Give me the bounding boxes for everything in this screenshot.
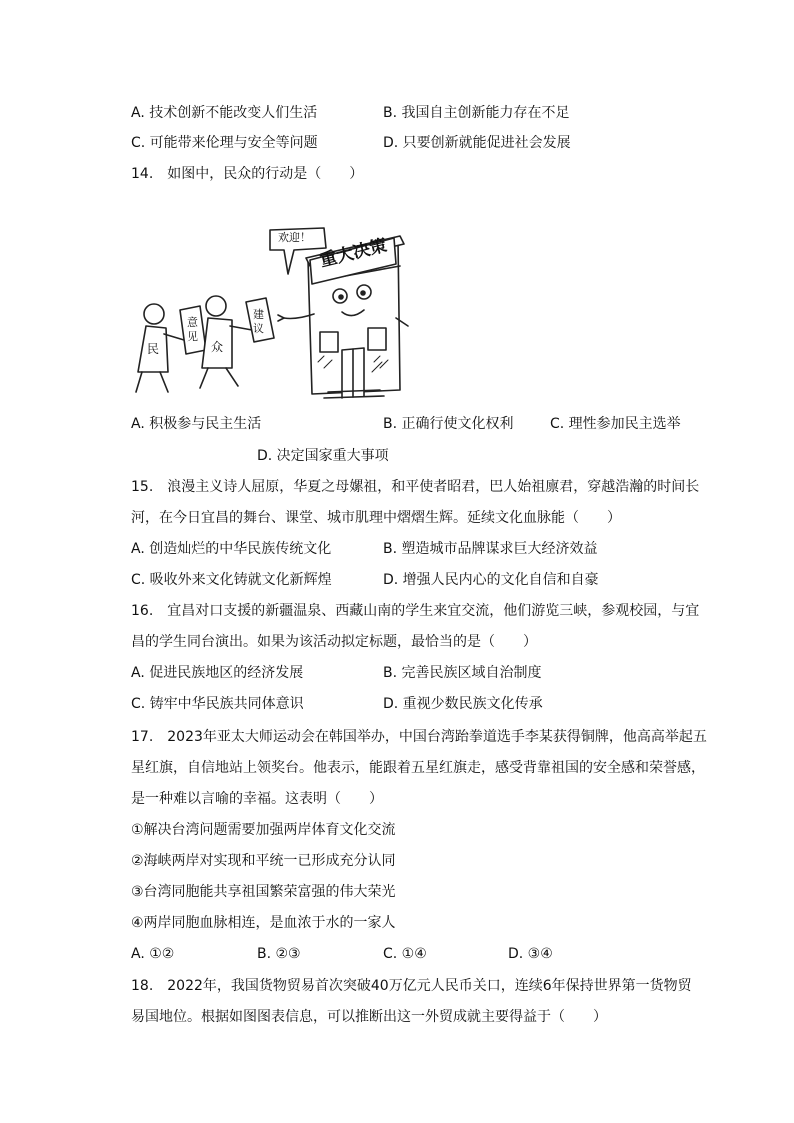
q13-option-a: A. 技术创新不能改变人们生活: [131, 105, 318, 121]
q17-option-b: B. ②③: [257, 946, 301, 962]
q16-stem-line1: 16. 宜昌对口支援的新疆温泉、西藏山南的学生来宜交流，他们游览三峡，参观校园，与宜: [131, 603, 700, 619]
q15-option-b: B. 塑造城市品牌谋求巨大经济效益: [383, 541, 598, 557]
q15-option-d: D. 增强人民内心的文化自信和自豪: [383, 572, 599, 588]
q17-option-a: A. ①②: [131, 946, 175, 962]
cartoon-paper-right-text: 建议: [253, 308, 264, 335]
q17-option-c: C. ①④: [383, 946, 427, 962]
q14-stem: 14. 如图中，民众的行动是（ ）: [131, 166, 364, 182]
q15-option-c: C. 吸收外来文化铸就文化新辉煌: [131, 572, 332, 588]
q18-stem-line1: 18. 2022年，我国货物贸易首次突破40万亿元人民币关口，连续6年保持世界第一货物贸: [131, 978, 692, 994]
q13-option-d: D. 只要创新就能促进社会发展: [383, 135, 571, 151]
q13-option-b: B. 我国自主创新能力存在不足: [383, 105, 570, 121]
q15-stem-line2: 河，在今日宜昌的舞台、课堂、城市肌理中熠熠生辉。延续文化血脉能（ ）: [131, 510, 621, 526]
q14-option-b: B. 正确行使文化权利: [383, 416, 514, 432]
q14-cartoon-illustration: [128, 222, 410, 400]
q16-stem-line2: 昌的学生同台演出。如果为该活动拟定标题，最恰当的是（ ）: [131, 634, 537, 650]
q17-statement-3: ③台湾同胞能共享祖国繁荣富强的伟大荣光: [131, 884, 396, 900]
q15-stem-line1: 15. 浪漫主义诗人屈原，华夏之母嫘祖，和平使者昭君，巴人始祖廪君，穿越浩瀚的时间长: [131, 479, 700, 495]
cartoon-building-sign: 重大决策: [318, 235, 389, 272]
q17-option-d: D. ③④: [508, 946, 553, 962]
cartoon-person-right-label: 众: [211, 340, 224, 354]
q17-statement-4: ④两岸同胞血脉相连，是血浓于水的一家人: [131, 915, 396, 931]
q14-option-a: A. 积极参与民主生活: [131, 416, 262, 432]
q17-stem-line3: 是一种难以言喻的幸福。这表明（ ）: [131, 791, 383, 807]
q13-option-c: C. 可能带来伦理与安全等问题: [131, 135, 318, 151]
q17-statement-2: ②海峡两岸对实现和平统一已形成充分认同: [131, 853, 396, 869]
cartoon-speech-text: 欢迎！: [278, 231, 311, 244]
q17-stem-line2: 星红旗，自信地站上领奖台。他表示，能跟着五星红旗走，感受背靠祖国的安全感和荣誉感，: [131, 760, 705, 776]
q16-option-c: C. 铸牢中华民族共同体意识: [131, 696, 304, 712]
cartoon-paper-left-text: 意见: [187, 316, 198, 343]
q14-option-d: D. 决定国家重大事项: [257, 448, 389, 464]
q15-option-a: A. 创造灿烂的中华民族传统文化: [131, 541, 332, 557]
q18-stem-line2: 易国地位。根据如图图表信息，可以推断出这一外贸成就主要得益于（ ）: [131, 1009, 607, 1025]
q16-option-b: B. 完善民族区域自治制度: [383, 665, 542, 681]
q14-option-c: C. 理性参加民主选举: [550, 416, 681, 432]
q16-option-a: A. 促进民族地区的经济发展: [131, 665, 304, 681]
q16-option-d: D. 重视少数民族文化传承: [383, 696, 543, 712]
cartoon-person-left-label: 民: [147, 342, 160, 356]
q17-stem-line1: 17. 2023年亚太大师运动会在韩国举办，中国台湾跆拳道选手李某获得铜牌，他高高举起五: [131, 729, 707, 745]
q17-statement-1: ①解决台湾问题需要加强两岸体育文化交流: [131, 822, 396, 838]
